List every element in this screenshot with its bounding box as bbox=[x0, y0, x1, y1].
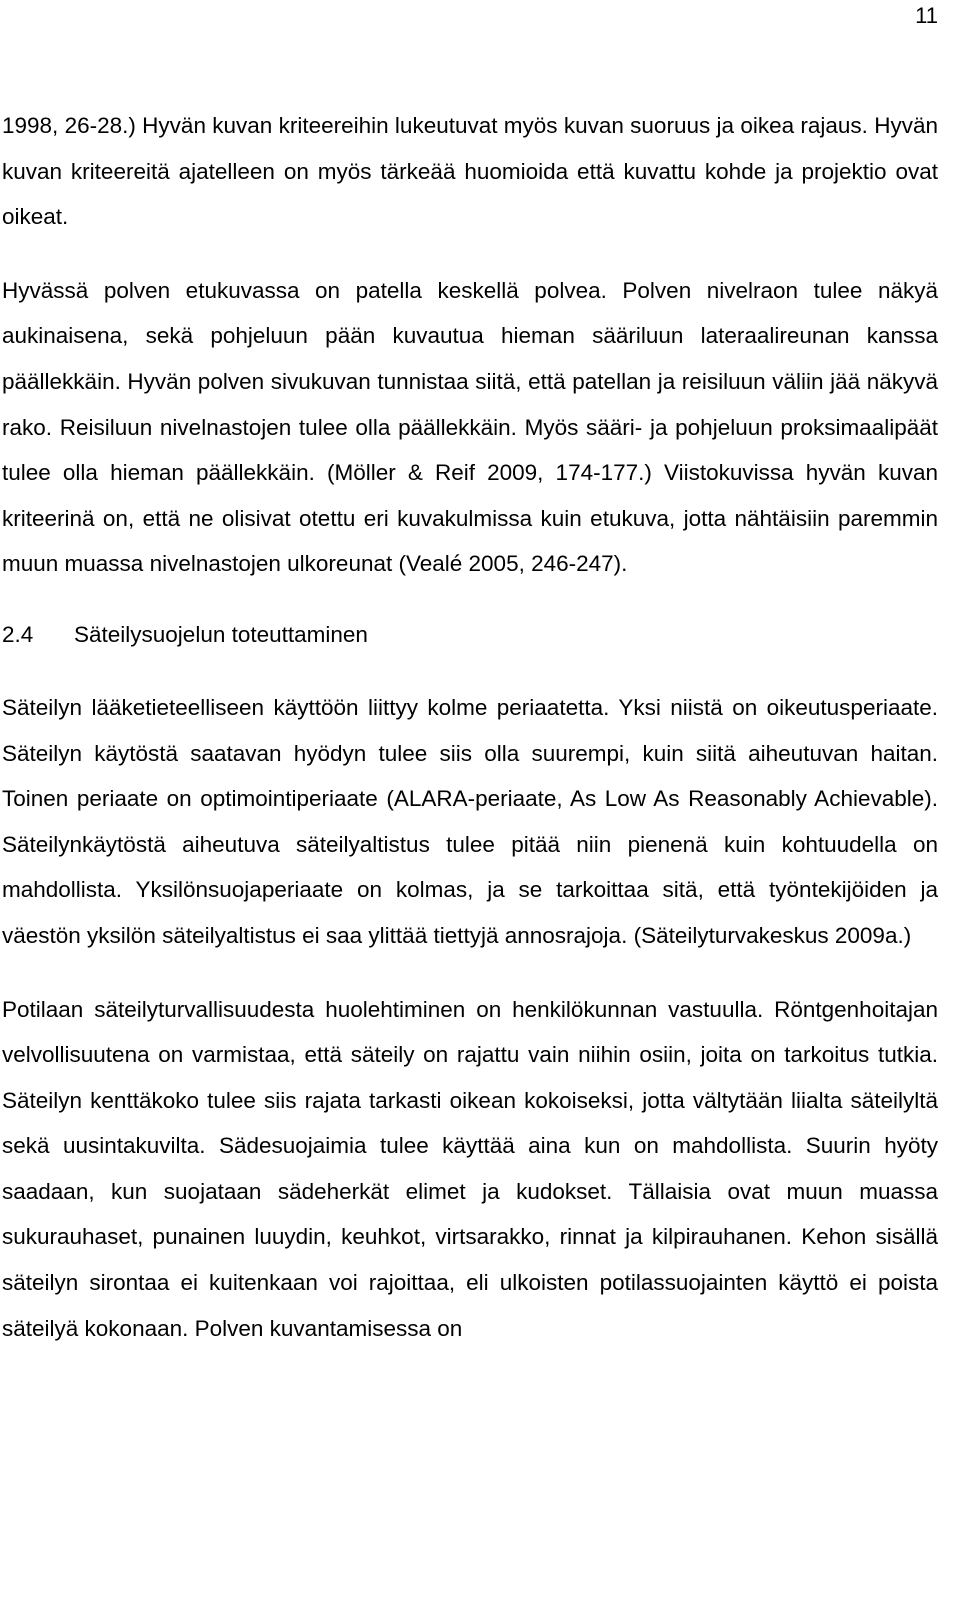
paragraph-radiation-principles: Säteilyn lääketieteelliseen käyttöön liittyy kolme periaatetta. Yksi niistä on oikeutusperiaate. Säteilyn käytöstä saatavan hyödyn tulee siis olla suurempi, kuin siitä aiheutuvan haitan. Toinen periaate on optimointiperiaate (ALARA-periaate, As Low As Reasonably Achievable). Säteilynkäytöstä aiheutuva säteilyaltistus tulee pitää niin pienenä kuin kohtuudella on mahdollista. Yksilönsuojaperiaate on kolmas, ja se tarkoittaa sitä, että työntekijöiden ja väestön yksilön säteilyaltistus ei saa ylittää tiettyjä annosrajoja. (Säteilyturvakeskus 2009a.) bbox=[2, 694, 938, 948]
document-body bbox=[2, 103, 938, 1351]
paragraph-knee-views: Hyvässä polven etukuvassa on patella keskellä polvea. Polven nivelraon tulee näkyä aukinaisena, sekä pohjeluun pään kuvautua hieman sääriluun lateraalireunan kanssa päällekkäin. Hyvän polven sivukuvan tunnistaa siitä, että patellan ja reisiluun väliin jää näkyvä rako. Reisiluun nivelnastojen tulee olla päällekkäin. Myös sääri- ja pohjeluun proksimaalipäät tulee olla hieman päällekkäin. (Möller & Reif 2009, 174-177.) Viistokuvissa hyvän kuvan kriteerinä on, että ne olisivat otettu eri kuvakulmissa kuin etukuva, jotta nähtäisiin paremmin muun muassa nivelnastojen ulkoreunat (Vealé 2005, 246-247). bbox=[2, 277, 938, 577]
page-number: 11 bbox=[915, 3, 938, 28]
paragraph-patient-safety: Potilaan säteilyturvallisuudesta huolehtiminen on henkilökunnan vastuulla. Röntgenhoitajan velvollisuutena on varmistaa, että säteily on rajattu vain niihin osiin, joita on tarkoitus tutkia. Säteilyn kenttäkoko tulee siis rajata tarkasti oikean kokoiseksi, jotta vältytään liialta säteilyltä sekä uusintakuvilta. Sädesuojaimia tulee käyttää aina kun on mahdollista. Suurin hyöty saadaan, kun suojataan sädeherkät elimet ja kudokset. Tällaisia ovat muun muassa sukurauhaset, punainen luuydin, keuhkot, virtsarakko, rinnat ja kilpirauhanen. Kehon sisällä säteilyn sirontaa ei kuitenkaan voi rajoittaa, eli ulkoisten potilassuojainten käyttö ei poista säteilyä kokonaan. Polven kuvantamisessa on bbox=[2, 996, 938, 1341]
paragraph-image-criteria: 1998, 26-28.) Hyvän kuvan kriteereihin lukeutuvat myös kuvan suoruus ja oikea rajaus. Hyvän kuvan kriteereitä ajatelleen on myös tärkeää huomioida että kuvattu kohde ja projektio ovat oikeat. bbox=[2, 113, 938, 230]
section-number: 2.4 bbox=[2, 621, 34, 647]
section-title: Säteilysuojelun toteuttaminen bbox=[74, 621, 368, 647]
section-heading bbox=[2, 612, 938, 657]
